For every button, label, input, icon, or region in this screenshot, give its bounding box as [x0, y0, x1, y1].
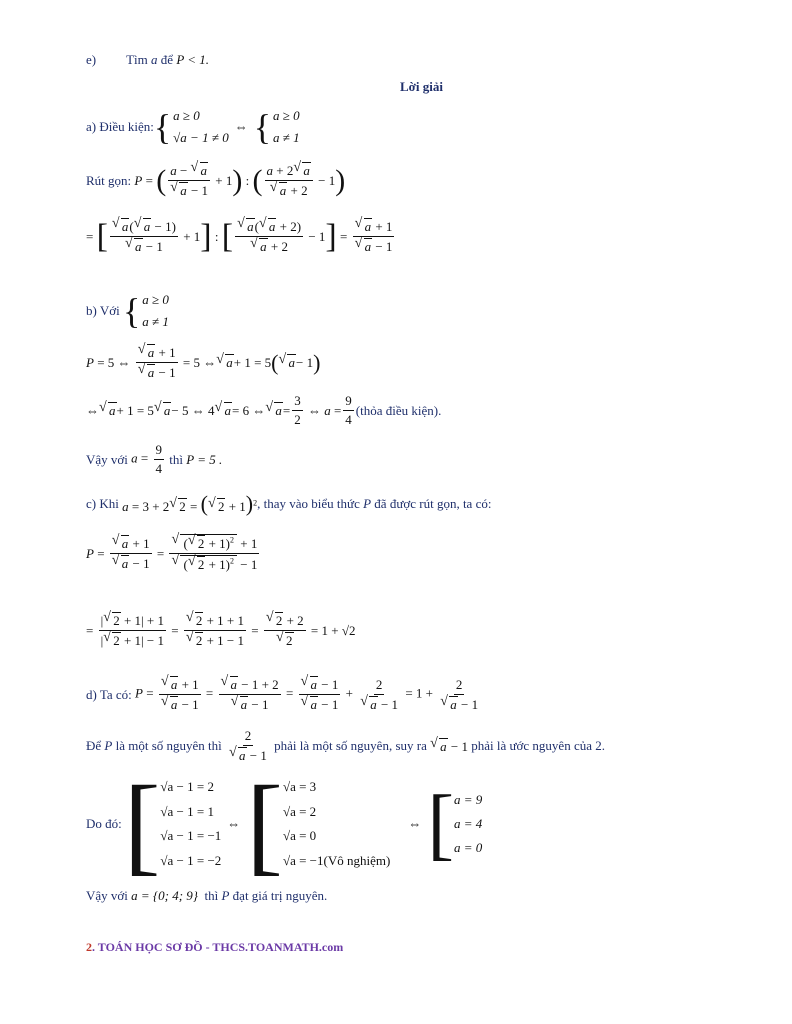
page-number: 2: [86, 940, 92, 954]
item-e-rest: để: [160, 52, 174, 67]
condition-system-1: [173, 105, 229, 149]
item-e-text: Tìm: [126, 52, 148, 67]
condition-note: (thỏa điều kiện).: [355, 402, 442, 418]
condition-system-b: [142, 289, 169, 333]
simplify-label: Rút gọn:: [86, 172, 132, 188]
part-c-equation-1: P = √ a + 1 √ a − 1 = √ (√ 2 + 1)$^2$ + 1 √ (√ 2 + 1)$^2$ − 1: [86, 534, 261, 573]
conclusion-mid: thì: [169, 451, 183, 467]
simplify-line-1: Rút gọn: P = ( a − √ a √ a − 1 + 1 ) : ( a + 2√ a √ a + 2 − 1 ): [86, 162, 345, 199]
equiv-sign: ⇔: [234, 119, 248, 134]
case-left-2: √a − 1 = 1: [160, 803, 214, 819]
conclusion-prefix: Vậy với: [86, 451, 128, 467]
part-c-label: c) Khi: [86, 496, 119, 511]
case-left-3: √a − 1 = −1: [160, 828, 222, 844]
item-e: [86, 52, 209, 68]
part-b-conditions: [86, 288, 169, 334]
part-c-final: 1 + √2: [321, 622, 356, 638]
part-d-conclusion: Vậy với a = {0; 4; 9} thì P đạt giá trị nguyên.: [86, 888, 328, 903]
conclusion-value: P = 5 .: [186, 451, 223, 467]
part-d-label: d) Ta có:: [86, 686, 132, 702]
part-d-cases: Do đó: [ √a − 1 = 2 √a − 1 = 1 √a − 1 = −1 √a − 1 = −2 ⇔ [ √a = 3 √a = 2 √a = 0 √a = −1(Vô nghiệm) ⇔ [ a = 9 a = 4 a = 0: [86, 763, 483, 885]
part-c-text2: đã được rút gọn, ta có:: [374, 496, 492, 511]
concl-post: đạt giá trị nguyên.: [232, 888, 328, 903]
part-c-text: , thay vào biểu thức: [257, 496, 360, 511]
bracket-icon: [: [246, 763, 283, 885]
part-d-line-1: d) Ta có: P = √ a + 1 √ a − 1 = √ a − 1 + 2 √ a − 1 = √ a − 1 √ a − 1 + 2 √ a − 1 = 1 + 2 √ a − 1: [86, 676, 482, 713]
part-b-equation-2: ⇔ √ a + 1 = 5 √ a − 5 ⇔ 4 √ a = 6 ⇔ √ a = $\frac{3}{2}$ ⇔ a = $\frac{9}{4}$ (thỏa điều kiện).: [86, 393, 441, 428]
brace-icon: {: [153, 107, 172, 147]
condition-2b: a ≠ 1: [272, 130, 300, 145]
part-b-label: b) Với: [86, 303, 120, 318]
case-right-1: a = 9: [453, 792, 483, 807]
condition-b2: a ≠ 1: [142, 314, 169, 329]
item-e-label: e): [86, 52, 97, 67]
footer-text: . TOÁN HỌC SƠ ĐỒ - THCS.TOANMATH.com: [92, 940, 344, 954]
condition-system-2: [273, 105, 300, 149]
solution-heading: Lời giải: [400, 79, 443, 94]
case-left-1: √a − 1 = 2: [160, 779, 214, 794]
part-d-line-2: Để P là một số nguyên thì 2 √ a − 1 phải là một số nguyên, suy ra √ a − 1 phải là ước nguyên của 2.: [86, 728, 605, 764]
bracket-icon: [: [123, 763, 161, 885]
page-footer: [86, 940, 343, 955]
line2-b: là một số nguyên thì: [115, 738, 222, 753]
item-e-var: a: [151, 52, 158, 67]
condition-2a: a ≥ 0: [272, 108, 300, 123]
cases-right: [454, 789, 482, 859]
case-mid-3: √a = 0: [282, 828, 317, 844]
part-c-equation-2: = $\frac{|√ 2 + 1| + 1}{|√ 2 + 1| - 1}$ = √ 2 + 1 + 1 √ 2 + 1 − 1 = √ 2 + 2 √ 2 = 1 + √2: [86, 612, 355, 649]
line2-a: Để: [86, 738, 102, 753]
do-do-label: Do đó:: [86, 816, 122, 831]
condition-1b: √a − 1 ≠ 0: [173, 130, 229, 145]
cases-mid: [283, 776, 390, 872]
brace-icon: {: [122, 291, 141, 331]
part-b-equation-1: P = 5 ⇔ √ a + 1 √ a − 1 = 5 ⇔ √ a + 1 = 5 ( √ a − 1 ): [86, 344, 320, 381]
case-mid-2: √a = 2: [282, 803, 317, 819]
case-mid-1: √a = 3: [282, 779, 317, 794]
simplify-line-2: = [ √ a(√ a − 1) √ a − 1 + 1 ] : [ √ a(√ a + 2) √ a + 2 − 1 ] = √ a + 1 √ a − 1: [86, 218, 396, 255]
no-solution-note: (Vô nghiệm): [323, 852, 391, 868]
line2-c: phải là một số nguyên, suy ra: [274, 738, 427, 753]
case-mid-4: √a = −1: [282, 852, 324, 868]
part-c-intro: c) Khi a = 3 + 2√ 2 = (√ 2 + 1)$^2$ , thay vào biểu thức P đã được rút gọn, ta có:: [86, 493, 491, 515]
case-left-4: √a − 1 = −2: [160, 852, 222, 868]
part-a-label: a) Điều kiện:: [86, 119, 154, 134]
bracket-icon: [: [427, 780, 454, 868]
concl-prefix: Vậy với: [86, 888, 128, 903]
case-right-3: a = 0: [453, 840, 483, 855]
condition-b1: a ≥ 0: [142, 292, 169, 307]
line2-d: phải là ước nguyên của 2.: [471, 738, 605, 753]
simplified-result: √ a + 1 √ a − 1: [353, 218, 395, 255]
part-b-conclusion: Vậy với a = $\frac{9}{4}$ thì P = 5 .: [86, 442, 223, 476]
part-a-conditions: [86, 104, 300, 150]
case-right-2: a = 4: [453, 816, 483, 831]
item-e-cond: P < 1.: [176, 52, 210, 67]
cases-left: [160, 776, 221, 872]
concl-set: a = {0; 4; 9}: [131, 888, 198, 903]
condition-1a: a ≥ 0: [173, 108, 200, 123]
brace-icon: {: [253, 107, 271, 147]
